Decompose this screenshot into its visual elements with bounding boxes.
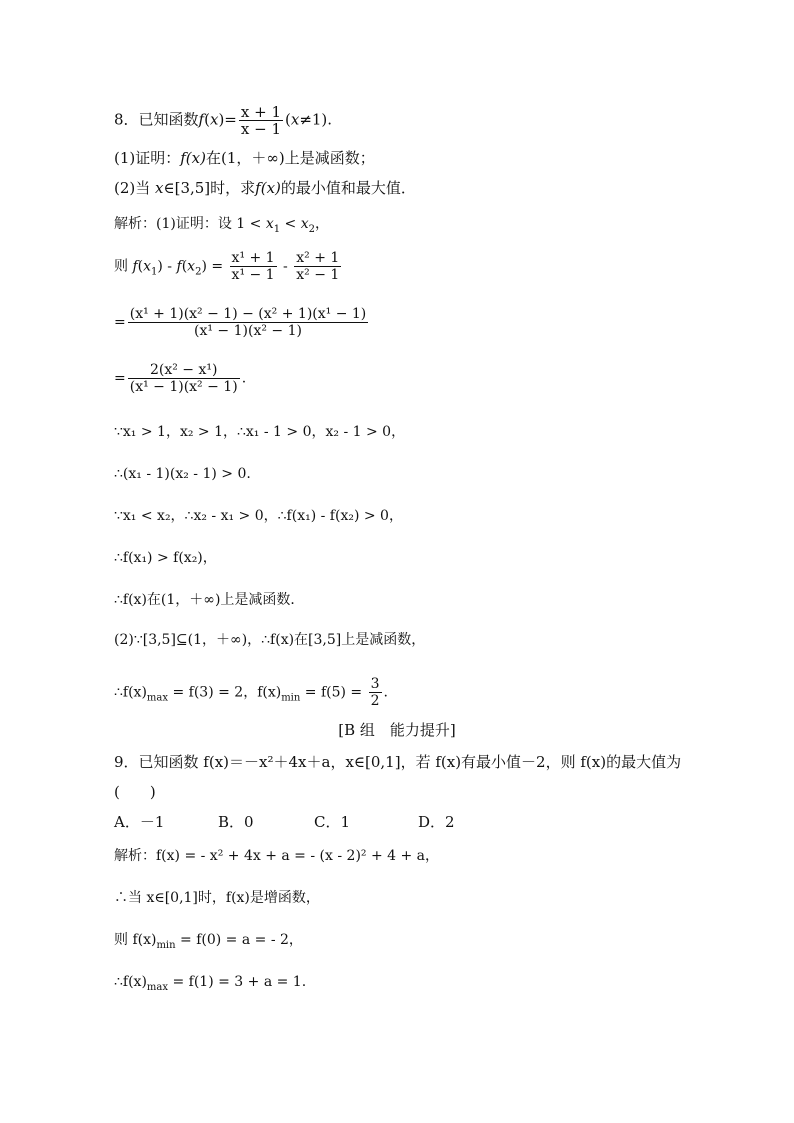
text: = f(5) = [300, 684, 367, 701]
text: = f(0) = a = - 2， [175, 932, 303, 948]
equals: = [224, 110, 237, 129]
solution-9-line4 [114, 972, 306, 992]
solution-9-line1: 解析：f(x) = - x² + 4x + a = - (x - 2)² + 4 + a， [114, 848, 440, 864]
denominator: x¹ − 1 [231, 267, 275, 283]
text: ， [315, 216, 330, 232]
paren: ( [284, 110, 291, 129]
text: - [162, 258, 177, 275]
option-d: D．2 [418, 813, 455, 831]
option-c: C．1 [314, 813, 351, 831]
var-x: x [209, 110, 219, 129]
numerator: 2(x² − x¹) [128, 362, 240, 379]
solution-8-line5: ∵x₁ > 1，x₂ > 1，∴x₁ - 1 > 0，x₂ - 1 > 0， [114, 424, 406, 440]
text: ∴f(x) [114, 684, 147, 701]
func: f [132, 258, 138, 275]
problem-9-options [114, 812, 455, 832]
problem-8-statement: 8．已知函数f(x)= $\frac{x + 1}{x - 1}$ (x≠1). [114, 103, 333, 138]
denominator: 2 [370, 693, 380, 709]
part-text: ∈[3,5]时，求 [163, 179, 256, 197]
denominator: x − 1 [240, 120, 281, 138]
numerator: x¹ + 1 [231, 250, 275, 266]
condition: ≠1). [299, 110, 333, 129]
denominator: x² − 1 [296, 267, 340, 283]
part-text: 的最小值和最大值． [280, 179, 416, 197]
solution-8-line2: 则 $f(x_1) - f(x_2)$ = $\frac{\text{x¹ + 1}}{\text{x¹ − 1}}$ - $\frac{\text{x² + 1}}{\text{x² − 1}}$ [114, 250, 340, 283]
text: . [241, 370, 247, 387]
fraction [230, 250, 277, 283]
text: 解析：(1)证明：设 1 < [114, 216, 266, 232]
text: ∴f(x) [114, 974, 147, 990]
part-label: (1)证明： [114, 149, 181, 167]
text: = f(3) = 2，f(x) [168, 684, 282, 701]
problem-9-paren: ( ) [114, 783, 156, 801]
subscript: min [156, 939, 176, 951]
var-x: x [290, 110, 300, 129]
func: f(x) [180, 149, 206, 167]
var: x [143, 258, 152, 275]
text: = f(1) = 3 + a = 1. [168, 974, 307, 990]
solution-8-line7: ∵x₁ < x₂，∴x₂ - x₁ > 0，∴f(x₁) - f(x₂) > 0， [114, 508, 403, 524]
solution-8-line11 [114, 676, 388, 709]
fraction [239, 104, 283, 137]
var: x [187, 258, 196, 275]
subscript: max [146, 692, 169, 704]
var: x [265, 216, 274, 232]
problem-9-statement: 9．已知函数 f(x)＝－x²＋4x＋a，x∈[0,1]，若 f(x)有最小值－2，则 f(x)的最大值为 [114, 753, 682, 771]
subscript: min [281, 692, 301, 704]
subscript: max [146, 981, 169, 993]
var-x: x [155, 179, 164, 197]
option-a: A．－1 [114, 813, 165, 831]
func-name: f [198, 110, 205, 129]
fraction [294, 250, 341, 283]
problem-number: 8．已知函数 [114, 110, 199, 129]
solution-8-line4 [114, 362, 246, 395]
solution-9-line3 [114, 930, 303, 950]
problem-8-part1 [114, 148, 375, 168]
text: = [114, 370, 126, 387]
fraction [128, 362, 240, 395]
solution-8-line8: ∴f(x₁) > f(x₂)， [114, 550, 217, 566]
func: f [176, 258, 182, 275]
section-heading: [B 组 能力提升] [338, 721, 456, 739]
text: = [206, 258, 228, 275]
numerator: x² + 1 [296, 250, 340, 266]
numerator: 3 [370, 676, 380, 692]
func: f(x) [255, 179, 281, 197]
text: 则 f(x) [114, 932, 157, 948]
part-text: 在(1，＋∞)上是减函数； [205, 149, 375, 167]
solution-8-line9: ∴f(x)在(1，＋∞)上是减函数． [114, 592, 305, 608]
numerator: x + 1 [240, 103, 281, 121]
part-label: (2)当 [114, 179, 156, 197]
solution-8-line10: (2)∵[3,5]⊆(1，＋∞)，∴f(x)在[3,5]上是减函数， [114, 632, 426, 648]
text: 则 [114, 258, 133, 275]
text: < [280, 216, 301, 232]
fraction [369, 676, 382, 709]
text: . [383, 684, 388, 701]
solution-9-line2: ∴当 x∈[0,1]时，f(x)是增函数， [114, 890, 320, 906]
option-b: B．0 [218, 813, 254, 831]
problem-8-part2 [114, 178, 416, 198]
fraction [128, 306, 369, 339]
var: x [300, 216, 309, 232]
solution-8-line1: 解析：(1)证明：设 $1 < x_1 < x_2$， [114, 216, 330, 235]
denominator: (x¹ − 1)(x² − 1) [129, 379, 238, 395]
denominator: (x¹ − 1)(x² − 1) [194, 323, 302, 339]
solution-8-line3 [114, 306, 370, 339]
solution-8-line6: ∴(x₁ - 1)(x₂ - 1) > 0. [114, 466, 251, 482]
text: = [114, 314, 126, 331]
numerator: (x¹ + 1)(x² − 1) − (x² + 1)(x¹ − 1) [129, 306, 367, 322]
